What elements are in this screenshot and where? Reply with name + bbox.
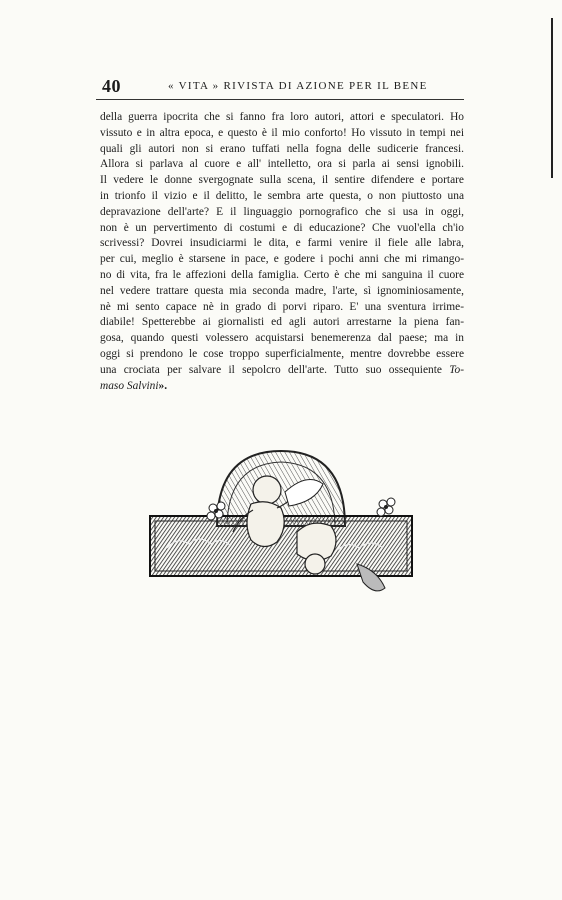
text-line: vissuto e in altra epoca, e questo è il mio conforto! Ho vissuto in tempi nei [100, 126, 464, 139]
text-line: Il vedere le donne svergognate sulla scena, il sentire difendere e portare [100, 174, 464, 187]
signature-name: maso Salvini [100, 379, 159, 392]
header-rule [96, 99, 464, 100]
text-line: gosa, quando questi volessero acquistarsi benemerenza dal paese; ma in [100, 332, 464, 345]
text-line: diabile! Spetterebbe ai giornalisti ed agli autori arrestarne la piena fan- [100, 316, 464, 329]
running-title: « VITA » RIVISTA DI AZIONE PER IL BENE [168, 80, 428, 92]
text-line: nè mi sento capace nè in grado di porvi riparo. E' una sventura irrime- [100, 300, 464, 313]
page-number: 40 [102, 76, 121, 96]
text-line: non è un pervertimento di costumi e di educazione? Che vuol'ella ch'io [100, 221, 464, 234]
text-line [100, 379, 464, 395]
text-line: oggi si prendono le cose troppo superficialmente, mentre dovrebbe essere [100, 347, 464, 360]
text-line: Allora si parlava al cuore e all' intelletto, ora si parla ai sensi ignobili. [100, 158, 464, 171]
signature-part: To- [449, 363, 464, 376]
text-line: no di vita, fra le affezioni della famiglia. Certo è che mi sanguina il cuore [100, 268, 464, 281]
text-line: della guerra ipocrita che si fanno fra loro autori, attori e speculatori. Ho [100, 111, 464, 123]
text-line: per cui, meglio è starsene in pace, e godere i pochi anni che mi rimango- [100, 253, 464, 266]
cherub-vignette-ornament [147, 446, 415, 606]
text-line: depravazione dell'arte? E il linguaggio pornografico che si usa in oggi, [100, 205, 464, 218]
text-line: quali gli autori non si erano tuffati nella fogna delle sudicerie francesi. [100, 142, 464, 155]
text-line: nel vedere trattare questa mia seconda madre, l'arte, sì ignominiosamente, [100, 284, 464, 297]
body-text [100, 110, 464, 394]
page-header [96, 76, 464, 98]
text-line: in trionfo il vizio e il delitto, le sembra arte questa, o non piuttosto una [100, 189, 464, 202]
text-line: scrivessi? Dovrei insudiciarmi le dita, e farmi venire il fiele alle labra, [100, 237, 464, 250]
page-edge-mark [551, 18, 553, 178]
last-line-text: una crociata per salvare il sepolcro dell'arte. Tutto suo ossequiente [100, 363, 450, 376]
closing-quote: ». [158, 379, 168, 392]
text-line [100, 363, 464, 379]
